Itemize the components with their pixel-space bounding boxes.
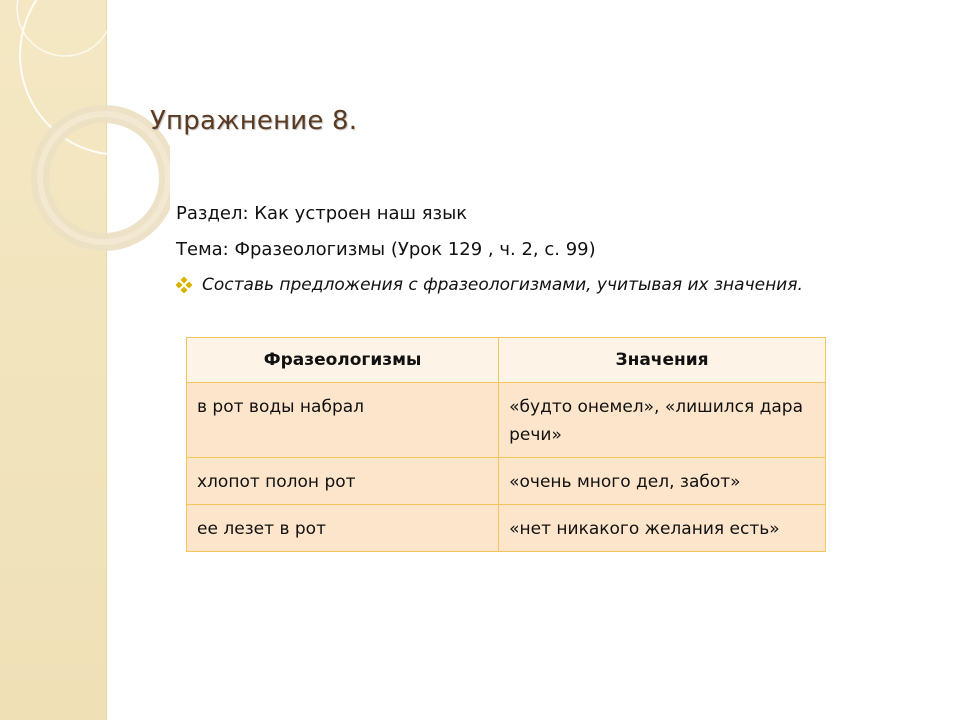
- phrase-cell: ее лезет в рот: [187, 505, 499, 552]
- decorative-sidebar: [0, 0, 106, 720]
- header-phrase: Фразеологизмы: [187, 338, 499, 383]
- meaning-cell: «нет никакого желания есть»: [499, 505, 826, 552]
- phrase-cell: в рот воды набрал: [187, 383, 499, 458]
- section-line: Раздел: Как устроен наш язык: [176, 203, 468, 224]
- phrase-cell: хлопот полон рот: [187, 458, 499, 505]
- meaning-cell: «очень много дел, забот»: [499, 458, 826, 505]
- task-text: Составь предложения с фразеологизмами, учитывая их значения.: [202, 275, 803, 295]
- phraseology-table-wrap: [186, 337, 826, 552]
- sidebar-edge: [106, 0, 107, 720]
- header-meaning: Значения: [499, 338, 826, 383]
- meaning-cell: «будто онемел», «лишился дара речи»: [499, 383, 826, 458]
- table-row: [187, 383, 826, 458]
- diamond-bullet-icon: [176, 277, 192, 293]
- table-row: [187, 458, 826, 505]
- task-bullet: [176, 272, 936, 298]
- slide-title: Упражнение 8.: [150, 106, 358, 136]
- table-row: [187, 505, 826, 552]
- slide-body: [176, 200, 936, 298]
- topic-line: Тема: Фразеологизмы (Урок 129 , ч. 2, с. 99): [176, 239, 596, 260]
- table-header-row: [187, 338, 826, 383]
- phraseology-table: [186, 337, 826, 552]
